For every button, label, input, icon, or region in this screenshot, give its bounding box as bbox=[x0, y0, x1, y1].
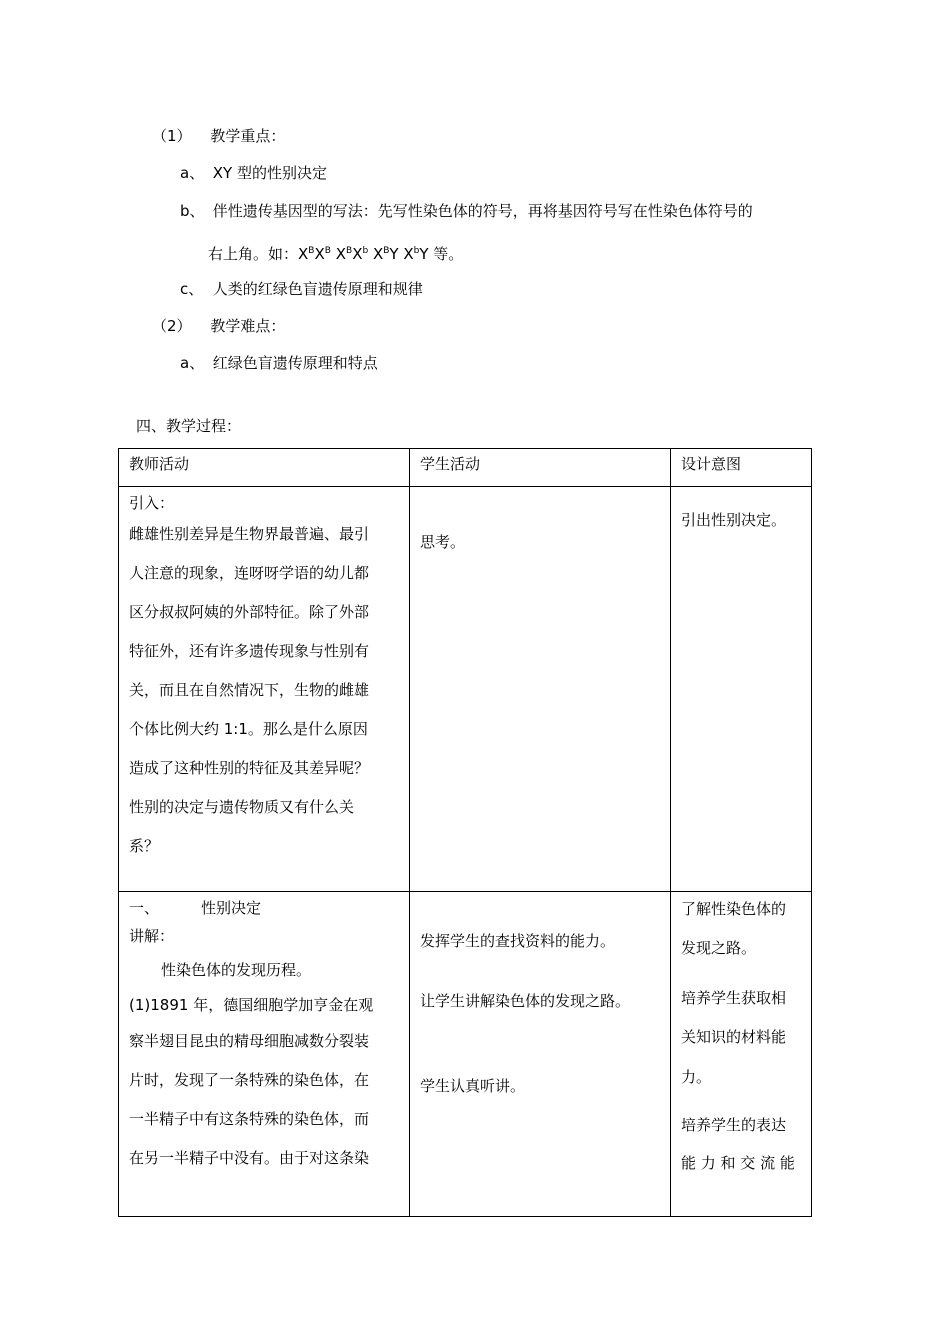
focus-item-c bbox=[180, 279, 423, 299]
list-text: XY 型的性别决定 bbox=[212, 164, 327, 182]
cell-line: 发挥学生的查找资料的能力。 bbox=[420, 932, 616, 950]
cell-line: 引入： bbox=[129, 494, 175, 512]
table-row bbox=[119, 487, 812, 892]
list-label: a、 bbox=[180, 354, 205, 372]
list-text: 人类的红绿色盲遗传原理和规律 bbox=[212, 280, 423, 298]
cell-line: 培养学生获取相 bbox=[681, 989, 787, 1007]
cell-line: 了解性染色体的 bbox=[681, 900, 787, 918]
cell-line: 性别的决定与遗传物质又有什么关 bbox=[129, 798, 355, 816]
cell-line: 特征外，还有许多遗传现象与性别有 bbox=[129, 642, 370, 660]
cell-line: 人注意的现象，连呀呀学语的幼儿都 bbox=[129, 564, 370, 582]
header-student: 学生活动 bbox=[410, 449, 671, 487]
section-number: 一、 bbox=[129, 899, 160, 917]
focus-heading-number: （1） bbox=[152, 127, 192, 145]
focus-item-a bbox=[180, 163, 327, 183]
teacher-activity-cell bbox=[119, 487, 410, 892]
difficulty-heading-text: 教学难点： bbox=[210, 317, 286, 335]
cell-line: 系？ bbox=[129, 837, 160, 855]
header-intent: 设计意图 bbox=[671, 449, 812, 487]
cell-line: 性染色体的发现历程。 bbox=[161, 961, 312, 979]
section-title: 性别决定 bbox=[201, 899, 262, 917]
continuation-prefix: 右上角。如： bbox=[208, 245, 299, 263]
cell-line: 察半翅目昆虫的精母细胞减数分裂装 bbox=[129, 1032, 370, 1050]
cell-line: 发现之路。 bbox=[681, 939, 757, 957]
list-text: 伴性遗传基因型的写法：先写性染色体的符号，再将基因符号写在性染色体符号的 bbox=[212, 202, 753, 220]
list-label: b、 bbox=[180, 202, 205, 220]
cell-line: (1)1891 年，德国细胞学加亨金在观 bbox=[129, 996, 374, 1014]
focus-item-b bbox=[180, 201, 753, 221]
cell-line: 能 力 和 交 流 能 bbox=[681, 1154, 795, 1172]
cell-line: 关知识的材料能 bbox=[681, 1028, 787, 1046]
cell-line: 雌雄性别差异是生物界最普遍、最引 bbox=[129, 525, 370, 543]
list-label: a、 bbox=[180, 164, 205, 182]
teaching-process-table bbox=[118, 448, 812, 1217]
difficulty-heading bbox=[152, 316, 285, 336]
student-activity-cell bbox=[410, 487, 671, 892]
process-title: 四、教学过程： bbox=[136, 417, 242, 435]
cell-line: 力。 bbox=[681, 1068, 712, 1086]
difficulty-heading-number: （2） bbox=[152, 317, 192, 335]
cell-line: 思考。 bbox=[420, 533, 466, 551]
continuation-suffix: 等。 bbox=[433, 245, 464, 263]
cell-line: 让学生讲解染色体的发现之路。 bbox=[420, 992, 631, 1010]
focus-item-b-continuation bbox=[208, 241, 463, 264]
student-activity-cell bbox=[410, 892, 671, 1217]
teacher-activity-cell bbox=[119, 892, 410, 1217]
cell-line: 讲解： bbox=[129, 927, 175, 945]
cell-line: 引出性别决定。 bbox=[681, 511, 787, 529]
cell-line: 关，而且在自然情况下，生物的雌雄 bbox=[129, 681, 370, 699]
header-teacher: 教师活动 bbox=[119, 449, 410, 487]
focus-heading bbox=[152, 126, 285, 146]
design-intent-cell bbox=[671, 892, 812, 1217]
table-header-row bbox=[119, 449, 812, 487]
difficulty-item-a bbox=[180, 353, 378, 373]
cell-line: 一半精子中有这条特殊的染色体，而 bbox=[129, 1110, 370, 1128]
cell-line: 学生认真听讲。 bbox=[420, 1077, 526, 1095]
cell-line: 区分叔叔阿姨的外部特征。除了外部 bbox=[129, 603, 370, 621]
list-text: 红绿色盲遗传原理和特点 bbox=[212, 354, 378, 372]
table-row bbox=[119, 892, 812, 1217]
genotype-formula: $X^BX^B$ $X^BX^b$ $X^BY$ $X^bY$ bbox=[298, 245, 434, 263]
cell-line: 个体比例大约 1:1。那么是什么原因 bbox=[129, 720, 368, 738]
cell-line: 培养学生的表达 bbox=[681, 1116, 787, 1134]
design-intent-cell bbox=[671, 487, 812, 892]
cell-line: 造成了这种性别的特征及其差异呢？ bbox=[129, 759, 370, 777]
section-heading bbox=[129, 896, 399, 920]
cell-line: 在另一半精子中没有。由于对这条染 bbox=[129, 1149, 370, 1167]
list-label: c、 bbox=[180, 280, 204, 298]
cell-line: 片时，发现了一条特殊的染色体，在 bbox=[129, 1071, 370, 1089]
focus-heading-text: 教学重点： bbox=[210, 127, 286, 145]
